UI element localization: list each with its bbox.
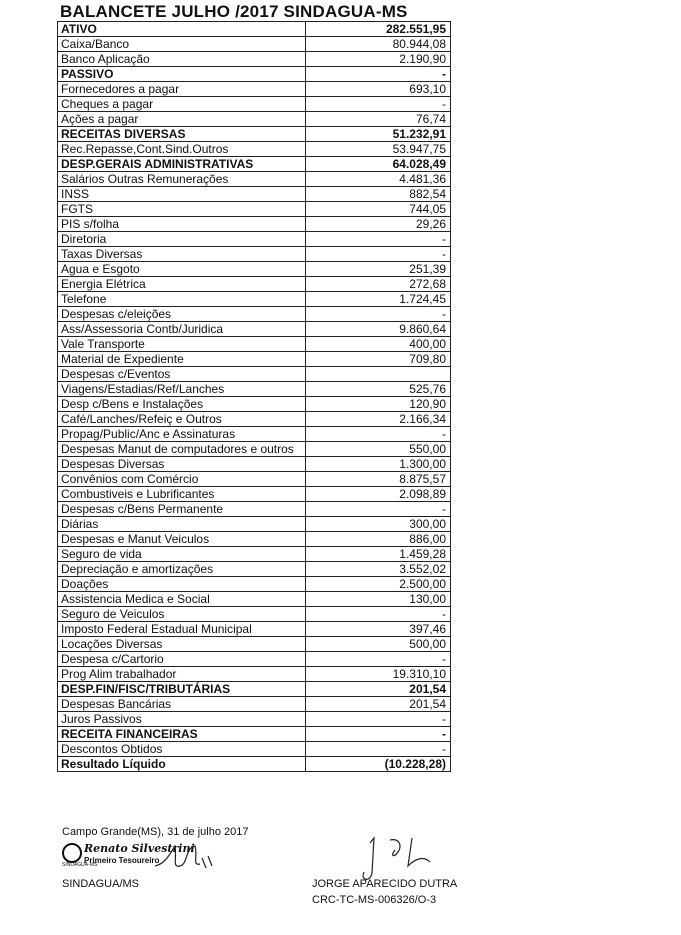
table-row: [58, 22, 451, 37]
row-value: 2.098,89: [305, 487, 450, 502]
row-value: -: [305, 67, 450, 82]
row-label: Material de Expediente: [58, 352, 306, 367]
row-value: 53.947,75: [305, 142, 450, 157]
row-value: -: [305, 307, 450, 322]
row-value: 51.232,91: [305, 127, 450, 142]
row-label: Doações: [58, 577, 306, 592]
row-label: Diárias: [58, 517, 306, 532]
row-value: 201,54: [305, 697, 450, 712]
row-value: 130,00: [305, 592, 450, 607]
row-label: Imposto Federal Estadual Municipal: [58, 622, 306, 637]
table-row: [58, 637, 451, 652]
table-row: [58, 517, 451, 532]
row-label: Despesas Diversas: [58, 457, 306, 472]
table-row: [58, 562, 451, 577]
table-row: [58, 367, 451, 382]
row-label: Seguro de vida: [58, 547, 306, 562]
table-row: [58, 352, 451, 367]
table-row: [58, 472, 451, 487]
row-value: 282.551,95: [305, 22, 450, 37]
table-row: [58, 457, 451, 472]
row-value: 882,54: [305, 187, 450, 202]
row-value: 272,68: [305, 277, 450, 292]
row-value: 1.459,28: [305, 547, 450, 562]
row-label: PASSIVO: [58, 67, 306, 82]
row-value: -: [305, 427, 450, 442]
place-date: Campo Grande(MS), 31 de julho 2017: [62, 826, 249, 838]
table-row: [58, 187, 451, 202]
table-row: [58, 697, 451, 712]
row-value: -: [305, 607, 450, 622]
row-label: Caixa/Banco: [58, 37, 306, 52]
row-label: Convênios com Comércio: [58, 472, 306, 487]
row-value: -: [305, 652, 450, 667]
treasurer-name: Renato Silvestrini: [84, 842, 195, 855]
table-row: [58, 172, 451, 187]
left-organization: SINDAGUA/MS: [62, 878, 140, 890]
row-label: DESP.GERAIS ADMINISTRATIVAS: [58, 157, 306, 172]
row-value: 251,39: [305, 262, 450, 277]
table-row: [58, 202, 451, 217]
row-label: Assistencia Medica e Social: [58, 592, 306, 607]
row-label: Rec.Repasse,Cont.Sind.Outros: [58, 142, 306, 157]
row-label: Café/Lanches/Refeiç e Outros: [58, 412, 306, 427]
table-row: [58, 292, 451, 307]
row-value: 29,26: [305, 217, 450, 232]
table-row: [58, 37, 451, 52]
row-value: -: [305, 247, 450, 262]
accountant-crc: CRC-TC-MS-006326/O-3: [312, 894, 437, 906]
row-value: 2.500,00: [305, 577, 450, 592]
table-row: [58, 142, 451, 157]
table-row: [58, 337, 451, 352]
row-label: Resultado Líquido: [58, 757, 306, 772]
table-row: [58, 742, 451, 757]
row-value: 525,76: [305, 382, 450, 397]
row-label: Juros Passivos: [58, 712, 306, 727]
row-label: Prog Alim trabalhador: [58, 667, 306, 682]
row-label: Despesas c/eleições: [58, 307, 306, 322]
row-value: 76,74: [305, 112, 450, 127]
row-value: 397,46: [305, 622, 450, 637]
table-row: [58, 307, 451, 322]
row-value: 64.028,49: [305, 157, 450, 172]
table-row: [58, 622, 451, 637]
row-value: 2.190,90: [305, 52, 450, 67]
table-row: [58, 667, 451, 682]
row-label: Combustiveis e Lubrificantes: [58, 487, 306, 502]
row-label: Cheques a pagar: [58, 97, 306, 112]
table-row: [58, 112, 451, 127]
table-row: [58, 577, 451, 592]
row-label: Fornecedores a pagar: [58, 82, 306, 97]
table-row: [58, 157, 451, 172]
table-row: [58, 217, 451, 232]
table-row: [58, 487, 451, 502]
row-value: 19.310,10: [305, 667, 450, 682]
table-row: [58, 502, 451, 517]
row-value: 300,00: [305, 517, 450, 532]
treasurer-signature: [150, 836, 220, 876]
row-label: ATIVO: [58, 22, 306, 37]
table-row: [58, 427, 451, 442]
treasurer-role: Primeiro Tesoureiro: [84, 856, 160, 865]
row-label: Desp c/Bens e Instalações: [58, 397, 306, 412]
row-label: RECEITAS DIVERSAS: [58, 127, 306, 142]
row-label: INSS: [58, 187, 306, 202]
row-label: Despesas c/Eventos: [58, 367, 306, 382]
table-row: [58, 127, 451, 142]
table-row: [58, 247, 451, 262]
row-label: PIS s/folha: [58, 217, 306, 232]
row-label: DESP.FIN/FISC/TRIBUTÁRIAS: [58, 682, 306, 697]
row-label: Propag/Public/Anc e Assinaturas: [58, 427, 306, 442]
row-value: 744,05: [305, 202, 450, 217]
row-value: 80.944,08: [305, 37, 450, 52]
seal-logo-icon: [62, 843, 82, 863]
row-value: 693,10: [305, 82, 450, 97]
row-value: 1.300,00: [305, 457, 450, 472]
table-row: [58, 652, 451, 667]
row-value: 4.481,36: [305, 172, 450, 187]
table-row: [58, 397, 451, 412]
row-value: -: [305, 97, 450, 112]
row-label: Despesas Manut de computadores e outros: [58, 442, 306, 457]
row-label: Ass/Assessoria Contb/Juridica: [58, 322, 306, 337]
table-row: [58, 322, 451, 337]
row-label: Depreciação e amortizações: [58, 562, 306, 577]
row-label: Energia Elétrica: [58, 277, 306, 292]
row-label: Agua e Esgoto: [58, 262, 306, 277]
row-value: 709,80: [305, 352, 450, 367]
row-value: [305, 367, 450, 382]
row-value: 400,00: [305, 337, 450, 352]
table-row: [58, 82, 451, 97]
row-label: Despesas e Manut Veiculos: [58, 532, 306, 547]
table-row: [58, 712, 451, 727]
row-value: 886,00: [305, 532, 450, 547]
table-row: [58, 262, 451, 277]
row-value: (10.228,28): [305, 757, 450, 772]
row-value: 550,00: [305, 442, 450, 457]
row-label: Despesas c/Bens Permanente: [58, 502, 306, 517]
row-value: 3.552,02: [305, 562, 450, 577]
row-label: Locações Diversas: [58, 637, 306, 652]
table-row: [58, 232, 451, 247]
table-row: [58, 682, 451, 697]
row-value: -: [305, 727, 450, 742]
row-label: Vale Transporte: [58, 337, 306, 352]
row-value: -: [305, 712, 450, 727]
row-label: Banco Aplicação: [58, 52, 306, 67]
row-value: 500,00: [305, 637, 450, 652]
table-row: [58, 52, 451, 67]
row-label: Descontos Obtidos: [58, 742, 306, 757]
table-row: [58, 97, 451, 112]
row-label: RECEITA FINANCEIRAS: [58, 727, 306, 742]
table-row: [58, 727, 451, 742]
table-row: [58, 412, 451, 427]
row-value: -: [305, 742, 450, 757]
row-value: 8.875,57: [305, 472, 450, 487]
row-value: -: [305, 502, 450, 517]
row-value: -: [305, 232, 450, 247]
table-row: [58, 607, 451, 622]
row-label: Diretoria: [58, 232, 306, 247]
table-row: [58, 67, 451, 82]
table-row: [58, 592, 451, 607]
table-row: [58, 757, 451, 772]
row-label: Taxas Diversas: [58, 247, 306, 262]
row-value: 201,54: [305, 682, 450, 697]
row-value: 9.860,64: [305, 322, 450, 337]
row-value: 1.724,45: [305, 292, 450, 307]
table-row: [58, 442, 451, 457]
balance-table: [57, 21, 451, 772]
table-row: [58, 277, 451, 292]
accountant-name: JORGE APARECIDO DUTRA: [312, 878, 458, 890]
row-value: 120,90: [305, 397, 450, 412]
row-label: Ações a pagar: [58, 112, 306, 127]
table-row: [58, 547, 451, 562]
row-label: Telefone: [58, 292, 306, 307]
table-row: [58, 532, 451, 547]
row-label: Despesas Bancárias: [58, 697, 306, 712]
seal-text: SINDAGUA-MS: [62, 862, 98, 868]
row-label: Viagens/Estadias/Ref/Lanches: [58, 382, 306, 397]
row-label: Despesa c/Cartorio: [58, 652, 306, 667]
row-label: FGTS: [58, 202, 306, 217]
row-label: Salários Outras Remunerações: [58, 172, 306, 187]
table-row: [58, 382, 451, 397]
row-value: 2.166,34: [305, 412, 450, 427]
document-title: BALANCETE JULHO /2017 SINDAGUA-MS: [60, 2, 408, 21]
row-label: Seguro de Veiculos: [58, 607, 306, 622]
